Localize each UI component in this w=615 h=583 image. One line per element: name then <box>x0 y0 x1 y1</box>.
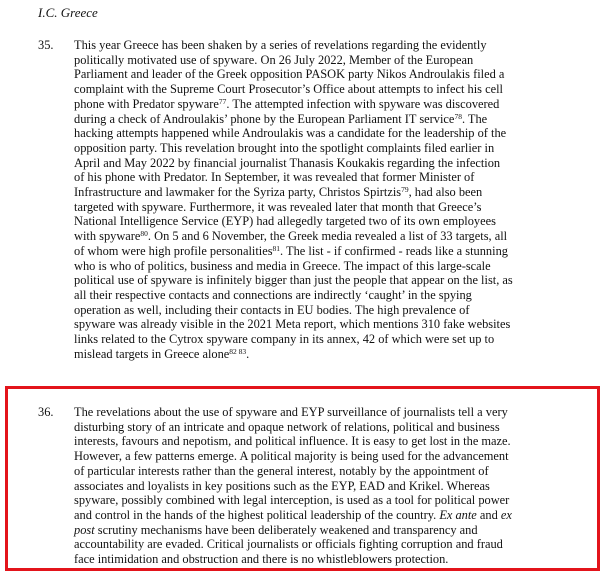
line-text: and <box>476 507 501 522</box>
line-text: . The <box>461 111 488 126</box>
paragraph-35 <box>38 38 608 361</box>
footnote-ref[interactable]: 78 <box>454 111 462 121</box>
line-text: face intimidation and obstruction and there is no whistleblowers protection. <box>74 552 449 567</box>
line-text: phone with Predator spyware <box>74 96 219 111</box>
line-text: hacking attempts happened while Androulakis was a candidate for the leadership of the <box>74 126 507 141</box>
text-line <box>74 112 608 127</box>
italic-term: Ex ante <box>439 507 477 522</box>
line-text: Parliament and leader of the Greek opposition PASOK party Nikos Androulakis filed a <box>74 67 505 82</box>
line-text: accountability are evaded. Critical journalists or officials fighting corruption and fraud <box>74 537 503 552</box>
line-text: who is who of politics, business and media in Greece. The impact of this large-scale <box>74 258 491 273</box>
line-text: spyware, possibly combined with legal interception, is used as a tool for political power <box>74 493 510 508</box>
line-text: with spyware <box>74 229 141 244</box>
text-line <box>74 229 608 244</box>
text-line <box>74 38 608 53</box>
line-text: . <box>246 346 250 361</box>
line-text: This year Greece has been shaken by a series of revelations regarding the evidently <box>74 38 487 52</box>
italic-term: post <box>74 522 95 537</box>
line-text: all their respective contacts and connections are indirectly ‘caught’ in the spying <box>74 287 472 302</box>
footnote-ref[interactable]: 79 <box>401 185 409 195</box>
text-line <box>74 273 608 288</box>
line-text: of particular interests rather than the general interest, notably by the appointment of <box>74 463 489 478</box>
line-text: National Intelligence Service (EYP) had allegedly targeted two of its own employees <box>74 214 496 229</box>
line-text: . The list - if confirmed - reads like a stunning <box>280 243 508 258</box>
text-line <box>74 141 608 156</box>
line-text: operation as well, including their contacts in EU bodies. The high prevalence of <box>74 302 470 317</box>
text-line <box>74 303 608 318</box>
line-text: of whom were high profile personalities <box>74 243 273 258</box>
text-line <box>74 332 608 347</box>
footnote-ref[interactable]: 80 <box>140 229 148 239</box>
line-text: targeted with spyware. Furthermore, it was revealed later that month that Greece’s <box>74 199 482 214</box>
text-line <box>74 156 608 171</box>
paragraph-number: 35. <box>38 38 54 52</box>
text-line <box>74 67 608 82</box>
paragraph-body <box>74 38 608 361</box>
line-text: disturbing story of an intricate and opaque network of relations, political and business <box>74 419 500 434</box>
line-text: Infrastructure and lawmaker for the Syriza party, Christos Spirtzis <box>74 185 402 200</box>
footnote-ref[interactable]: 81 <box>272 243 281 253</box>
highlight-box <box>5 386 600 571</box>
text-line <box>74 317 608 332</box>
line-text: spyware was already visible in the 2021 Meta report, which mentions 310 fake websites <box>74 317 511 332</box>
line-text: . The attempted infection with spyware was discovered <box>226 96 500 111</box>
line-text: opposition party. This revelation brought into the spotlight complaints filed earlier in <box>74 140 495 155</box>
line-text: The revelations about the use of spyware and EYP surveillance of journalists tell a very <box>74 405 508 419</box>
line-text: associates and loyalists in key positions such as the EYP, EAD and Krikel. Whereas <box>74 478 490 493</box>
line-text: political use of spyware is infinitely bigger than just the people that appear on the list, as <box>74 273 513 288</box>
line-text: politically motivated use of spyware. On 26 July 2022, Member of the European <box>74 52 474 67</box>
text-line <box>74 82 608 97</box>
line-text: . On 5 and 6 November, the Greek media revealed a list of 33 targets, all <box>147 229 508 244</box>
text-line <box>74 97 608 112</box>
paragraph-number: 36. <box>38 405 54 419</box>
line-text: However, a few patterns emerge. A political majority is being used for the advancement <box>74 449 509 464</box>
line-text: interests, favours and nepotism, and political influence. It is easy to get lost in the maze. <box>74 434 511 449</box>
text-line <box>74 347 608 362</box>
italic-term: ex <box>500 507 512 522</box>
line-text: scrutiny mechanisms have been deliberately weakened and transparency and <box>94 522 478 537</box>
line-text: during a check of Androulakis’ phone by the European Parliament IT service <box>74 111 455 126</box>
text-line <box>74 53 608 68</box>
text-line <box>74 259 608 274</box>
text-line <box>74 288 608 303</box>
text-line <box>74 126 608 141</box>
footnote-ref[interactable]: 82 83 <box>229 346 247 356</box>
footnote-ref[interactable]: 77 <box>218 96 227 106</box>
text-line <box>74 214 608 229</box>
line-text: complaint with the Supreme Court Prosecutor’s Office about attempts to infect his cell <box>74 82 503 97</box>
text-line <box>74 170 608 185</box>
section-heading: I.C. Greece <box>38 5 98 20</box>
line-text: and control in the hands of the highest political leadership of the country. <box>74 507 440 522</box>
line-text: , had also been <box>408 185 483 200</box>
text-line <box>74 244 608 259</box>
line-text: of his phone with Predator. In September, it was revealed that former Minister of <box>74 170 475 185</box>
line-text: mislead targets in Greece alone <box>74 346 230 361</box>
text-line <box>74 200 608 215</box>
line-text: links related to the Cytrox spyware company in its annex, 42 of which were set up to <box>74 332 495 347</box>
line-text: April and May 2022 by financial journalist Thanasis Koukakis regarding the infection <box>74 155 501 170</box>
text-line <box>74 185 608 200</box>
